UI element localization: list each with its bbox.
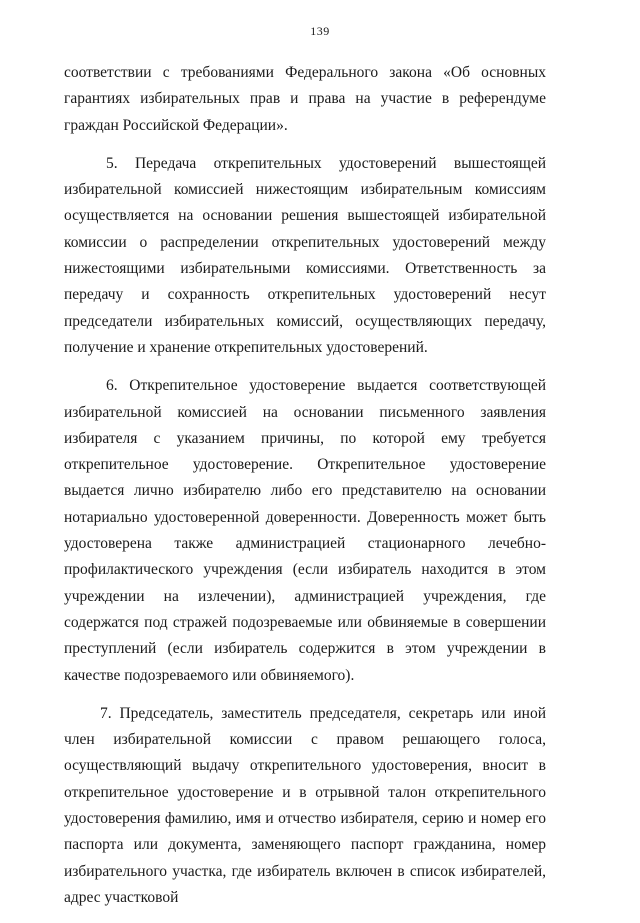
paragraph-item-6: 6. Открепительное удостоверение выдается соответствующей избирательной комиссией на основании письменного заявления избирателя с указанием причины, по которой ему требуется открепительное удостоверение. Открепительное удостоверение выдается лично избирателю либо его представителю на основании нотариально удостоверенной доверенности. Доверенность может быть удостоверена также администрацией стационарного лечебно-профилактического учреждения (если избиратель находится в этом учреждении на излечении), администрацией учреждения, где содержатся под стражей подозреваемые или обвиняемые в совершении преступлений (если избиратель содержится в этом учреждении в качестве подозреваемого или обвиняемого). [64,377,546,684]
paragraph-item-7: 7. Председатель, заместитель председателя, секретарь или иной член избирательной комиссии с правом решающего голоса, осуществляющий выдачу открепительного удостоверения, вносит в открепительное удостоверение и в отрывной талон открепительного удостоверения фамилию, имя и отчество избирателя, серию и номер его паспорта или документа, заменяющего паспорт гражданина, номер избирательного участка, где избиратель включен в список избирателей, адрес участковой [64,704,546,906]
paragraph-continuation: соответствии с требованиями Федерального закона «Об основных гарантиях избирательных прав и права на участие в референдуме граждан Российской Федерации». [64,64,546,134]
paragraph-item-5: 5. Передача открепительных удостоверений вышестоящей избирательной комиссией нижестоящим избирательным комиссиям осуществляется на основании решения вышестоящей избирательной комиссии о распределении открепительных удостоверений между нижестоящими избирательными комиссиями. Ответственность за передачу и сохранность открепительных удостоверений несут председатели избирательных комиссий, осуществляющих передачу, получение и хранение открепительных удостоверений. [64,154,546,356]
document-body [64,60,546,923]
page-number: 139 [310,24,330,38]
